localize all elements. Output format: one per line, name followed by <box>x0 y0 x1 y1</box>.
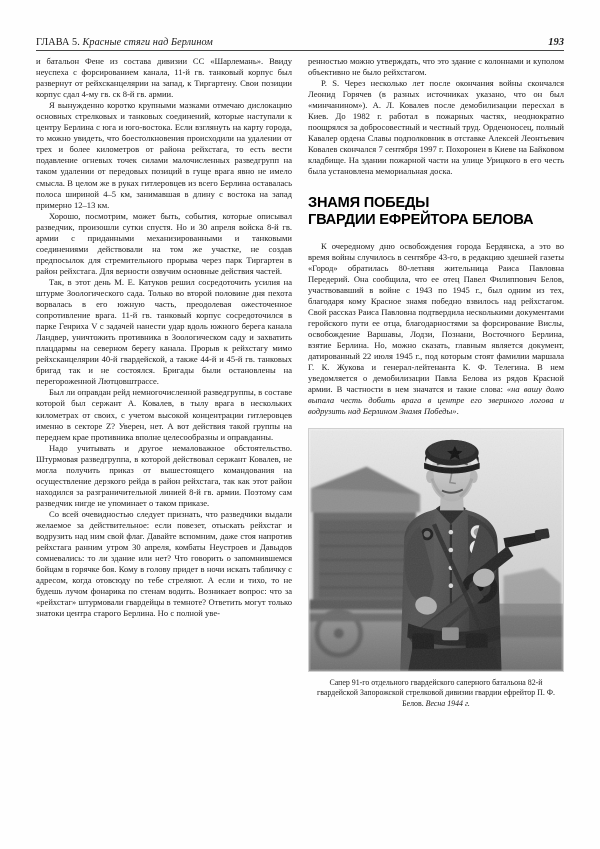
section-heading <box>308 194 554 229</box>
figure-caption <box>308 678 564 709</box>
figure <box>308 428 564 709</box>
body-columns <box>36 56 564 836</box>
paragraph: Хорошо, посмотрим, может быть, события, которые описывал разведчик, произошли сутки спустя. Но и 30 апреля войска 8-й гв. армии с приданными механизированными и танковыми соединениями действовали на том же участке, не создав предпосылок для стремительного прорыва через парк Тиргартен в район рейхстага. Для верности озвучим основные действия частей. <box>36 210 292 276</box>
paragraph: ренностью можно утверждать, что это здание с колоннами и куполом объективно не было рейхстагом. <box>308 56 564 78</box>
left-column <box>36 56 292 619</box>
paragraph: Я вынужденно коротко крупными мазками отмечаю дислокацию основных стрелковых и танковых соединений, которые наступали к центру Берлина с юга и юго-востока. Если взглянуть на карту города, то можно увидеть, что боестолкновения происходили на удалении от трех и более километров от района рейхстага, то есть вести подавление огневых точек силами малочисленных разведгрупп на таком удалении от передовых позиций в гуще врага явно не имело смысла. В целом же в руках гитлеровцев из всего Берлина оставалась полоса шириной 4–5 км, занимавшая в длину с востока на запад примерно 12–13 км. <box>36 100 292 210</box>
photo-graphic <box>309 429 563 671</box>
caption-date: Весна 1944 г. <box>425 698 470 708</box>
chapter-number: ГЛАВА 5. <box>36 37 80 48</box>
right-column <box>308 56 564 709</box>
paragraph: Так, в этот день М. Е. Катуков решил сосредоточить усилия на штурме Зоологического сада. Только во второй половине дня пехота ворвалась в его южную часть, преодолевая ожесточенное сопротивление врага. 11-й гв. танковый корпус сосредоточился в парке Генриха V с задачей нанести удар вдоль южного берега канала Ландвер, уничтожить противника в Зоологическом саду и захватить плацдармы на северном берегу канала. Прорыв к рейхстагу мимо рейхсканцелярии 40-й гвардейской, а также 44-й и 45-й гв. танковых бригад так и не состоялся. Бригады были остановлены на перегороженной Лютцовштрассе. <box>36 276 292 387</box>
soldier-portrait-photo <box>308 428 564 672</box>
chapter-title: Красные стяги над Берлином <box>82 37 213 48</box>
paragraph: Надо учитывать и другое немаловажное обстоятельство. Штурмовая разведгруппа, в которой действовал сержант Ковалев, не могла получить приказ от вышестоящего командования на осуществление дерзкого рейда в район рейхстага, так как этот район находился за разграничительной линией 8-й гв. армии. Поэтому сам разведчик нигде не упоминает о таком приказе. <box>36 442 292 508</box>
paragraph: P. S. Через несколько лет после окончания войны скончался Леонид Горячев (в разных источниках указано, что он был «минчанином»). А. Л. Ковалев после демобилизации пересхал в Киев. До 1982 г. работал в пожарных частях, неоднократно поощрялся за добросовестный и честный труд. Орденоносец, полный Кавалер ордена Славы подполковник в отставке Алексей Леонтьевич Ковалев скончался 7 сентября 1997 г. Похоронен в Киеве на Байковом кладбище. На здании пожарной части на улице Урицкого в его честь была установлена мемориальная доска. <box>308 78 564 177</box>
caption-main: Сапер 91-го отдельного гвардейского саперного батальона 82-й гвардейской Запорожской стрелковой дивизии гвардии ефрейтор П. Ф. Белов. <box>316 678 556 708</box>
page-number: 193 <box>548 37 564 48</box>
paragraph: Со всей очевидностью следует признать, что разведчики выдали желаемое за действительное: если повезет, отыскать рейхстаг и водрузить над ним свой флаг. Давайте вспомним, даже стоя напротив рейхстага ранним утром 30 апреля, комбаты Неустроев и Давыдов сомневались: то ли здание или нет? Что говорить о запомнившемся бойцам в горячке боя. Кому в голову придет в ночи искать табличку с адресом, когда отовсюду по тебе стреляют. А если и тихо, то не будешь лучом фонарика по стенам водить. Возникает вопрос: что за «рейхстаг» штурмовали гвардейцы в темноте? Ответить могут только знатоки центра старого Берлина. Но с полной уве- <box>36 508 292 619</box>
running-head <box>36 30 564 51</box>
paragraph: и батальон Фене из состава дивизии СС «Шарлемань». Ввиду неуспеха с форсированием канала, 11-й гв. танковый корпус был развернут от рейхсканцелярии на запад, к Тиргартену. Свои позиции корпус сдал 4-му гв. ск 8-й гв. армии. <box>36 56 292 100</box>
running-head-chapter <box>36 37 213 48</box>
section-heading-line-1: ЗНАМЯ ПОБЕДЫ <box>308 193 430 211</box>
section-heading-line-2: ГВАРДИИ ЕФРЕЙТОРА БЕЛОВА <box>308 211 534 229</box>
paragraph: Был ли оправдан рейд немногочисленной разведгруппы, в составе которой был сержант А. Ковалев, в тылу врага в нескольких километрах от своих, с учетом высокой концентрации гитлеровцев именно в секторе Z? Уверен, нет. А вот действия такой группы на переднем крае противника вполне целесообразны и оправданны. <box>36 387 292 442</box>
paragraph: К очередному дню освобождения города Бердянска, а это во время войны случилось в сентябре 43-го, в редакцию здешней газеты «Город» обратилась 80-летняя жительница Раиса Павловна Передерий. Она сообщила, что ее отец Павел Филиппович Белов, участвовавший в войне с 1943 по 1945 г., был одним из тех, благодаря кому Красное знамя победно взвилось над рейхстагом. Свой рассказ Раиса Павловна подтвердила несколькими документами геройского пути ее отца, благодарностями за форсирование Вислы, освобождение Варшавы, Лодзи, Познани, Восточного Берлина, взятие Берлина. Но, можно сказать, главным является документ, датированный 22 июля 1945 г., под которым стоят фамилии маршала Г. К. Жукова и генерал-лейтенанта К. Ф. Телегина. В нем уведомляется о демобилизации Павла Белова из рядов Красной армии. В частности в нем значатся и такие слова: «на вашу долю выпала честь добить врага в центре его звериного логова и водрузить над Берлином Знамя Победы». <box>308 240 564 417</box>
